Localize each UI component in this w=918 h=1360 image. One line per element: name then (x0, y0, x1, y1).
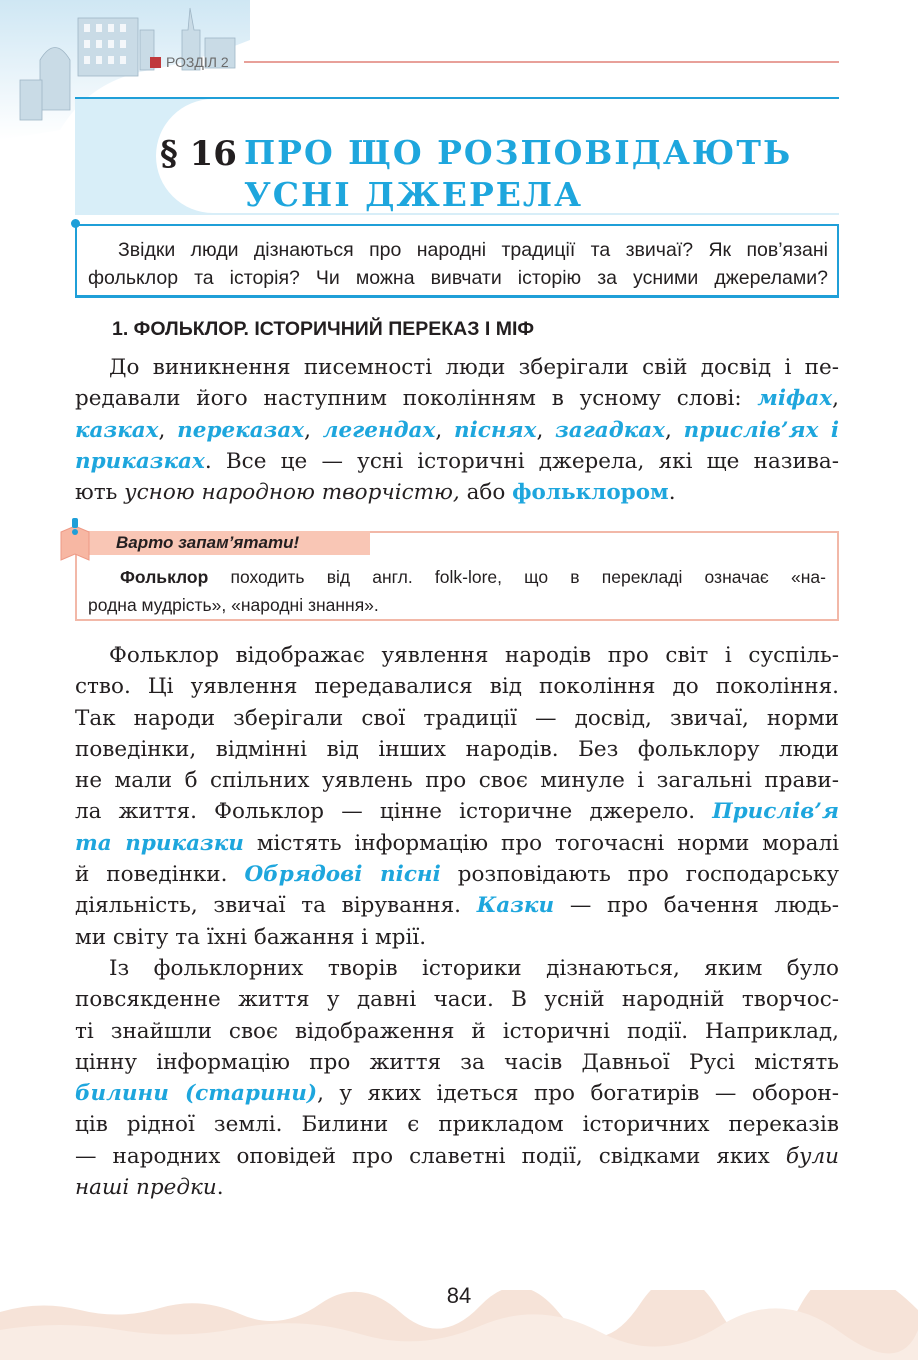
page-title-line-1: ПРО ЩО РОЗПОВІДАЮТЬ (244, 133, 793, 172)
text-line (75, 383, 839, 414)
paragraph-1 (75, 352, 839, 508)
text-line (88, 591, 826, 619)
text: До виникнення писемності люди зберігали свій досвід і пе- (109, 355, 839, 380)
memo-term: Фольклор (120, 567, 209, 587)
text: , (832, 386, 839, 412)
keyword: билини (старини) (75, 1081, 318, 1107)
text-line (75, 352, 839, 383)
memo-title: Варто запам’ятати! (116, 533, 300, 552)
paragraph-number: § 16 (160, 134, 237, 174)
text-line: ство. Ці уявлення передавалися від покоління до покоління. (75, 674, 839, 700)
text-line (75, 890, 839, 921)
text: . Все це — усні історичні джерела, які ще назива- (204, 448, 839, 474)
keyword: прислів’ях і (683, 417, 840, 443)
page-title-line-2: УСНІ ДЖЕРЕЛА (244, 175, 583, 214)
text: , у яких ідеться про богатирів — оборон- (317, 1081, 840, 1107)
text-line (75, 1172, 839, 1203)
italic-text: були (785, 1143, 839, 1169)
text-line: Так народи зберігали свої традиції — досвід, звичаї, норми (75, 705, 839, 731)
text-line (75, 1078, 839, 1109)
paragraph-2 (75, 640, 839, 953)
text-line: Із фольклорних творів історики дізнаються, яким було (109, 956, 839, 981)
text: . (216, 1175, 224, 1201)
text: редавали його наступним поколінням в усному слові: (75, 386, 758, 412)
text: походить від англ. folk-lore, що в перекладі означає «на- (208, 567, 826, 587)
text-line: цінну інформацію про життя за часів Давньої Русі містять (75, 1049, 839, 1075)
text: або (459, 480, 513, 506)
text-line (88, 563, 826, 591)
text-line (75, 446, 839, 477)
memo-text (88, 563, 826, 619)
section-heading: 1. ФОЛЬКЛОР. ІСТОРИЧНИЙ ПЕРЕКАЗ І МІФ (112, 318, 535, 340)
keyword: Обрядові пісні (244, 862, 441, 888)
keyword: загадках (555, 417, 665, 443)
page-number: 84 (446, 1283, 472, 1308)
chapter-label (150, 53, 229, 71)
text-line: не мали б спільних уявлень про своє минуле і загальні прави- (75, 768, 839, 794)
text: діяльність, звичаї та вірування. (75, 893, 477, 919)
text: й поведінки. (75, 862, 245, 888)
intro-line-1: Звідки люди дізнаються про народні традиції та звичаї? Як пов’язані (118, 239, 828, 261)
text: містять інформацію про тогочасні норми моралі (243, 830, 839, 856)
keyword: Казки (476, 893, 555, 919)
text-line (75, 1141, 839, 1172)
keyword: міфах (757, 386, 833, 412)
text-line: казках, переказах, легендах, піснях, загадках, прислів’ях і (75, 417, 840, 443)
keyword: казках (75, 417, 159, 443)
italic-text: усною народною творчістю, (124, 480, 460, 506)
exclamation-icon (57, 518, 93, 564)
text-line (75, 477, 839, 508)
chapter-label-text: РОЗДІЛ 2 (166, 54, 229, 70)
keyword: фольклором (512, 480, 669, 506)
keyword: Прислів’я (712, 799, 839, 825)
intro-questions (88, 236, 828, 292)
text: — про бачення людь- (554, 893, 839, 919)
italic-text: наші предки (75, 1175, 217, 1201)
text: ла життя. Фольклор — цінне історичне джерело. (75, 799, 713, 825)
text: . (668, 480, 676, 506)
keyword: та приказки (75, 830, 244, 856)
intro-line-2: фольклор та історія? Чи можна вивчати історію за усними джерелами? (88, 267, 828, 289)
keyword: легендах (322, 417, 436, 443)
text-line (75, 828, 839, 859)
text-line (75, 796, 839, 827)
text-line: ців рідної землі. Билини є прикладом історичних переказів (75, 1112, 839, 1138)
paragraph-3 (75, 953, 839, 1203)
keyword: приказках (75, 448, 205, 474)
text-line: поведінки, відмінні від інших народів. Без фольклору люди (75, 736, 839, 762)
text: — народних оповідей про славетні події, свідками яких (75, 1143, 786, 1169)
text-line: Фольклор відображає уявлення народів про світ і суспіль- (109, 643, 839, 668)
text: ють (75, 480, 125, 506)
text: розповідають про господарську (440, 862, 839, 888)
chapter-square-icon (150, 57, 161, 68)
text-line: ті знайшли своє відображення й історичні події. Наприклад, (75, 1018, 839, 1044)
text: родна мудрість», «народні знання». (88, 595, 379, 615)
text-line (75, 859, 839, 890)
keyword: піснях (453, 417, 537, 443)
header-divider (244, 61, 839, 63)
text-line: ми світу та їхні бажання і мрії. (75, 924, 427, 950)
keyword: переказах (177, 417, 305, 443)
text-line: повсякденне життя у давні часи. В усній народній творчос- (75, 987, 839, 1013)
